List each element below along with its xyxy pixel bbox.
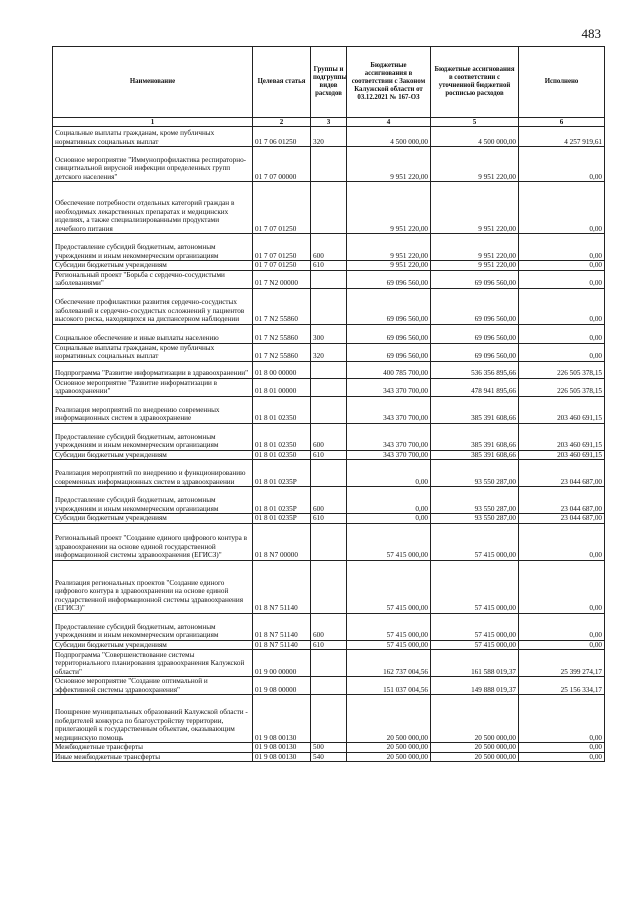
cell-updated-amount: 93 550 287,00 — [431, 514, 519, 523]
table-row — [53, 613, 605, 640]
table-row — [53, 182, 605, 234]
cell-name: Социальное обеспечение и иные выплаты населению — [53, 324, 253, 343]
cell-code: 01 8 00 00000 — [253, 361, 311, 378]
cell-law-amount: 57 415 000,00 — [347, 560, 431, 613]
cell-name: Субсидии бюджетным учреждениям — [53, 514, 253, 523]
cell-law-amount: 20 500 000,00 — [347, 743, 431, 752]
cell-law-amount: 162 737 004,56 — [347, 650, 431, 677]
cell-name: Социальные выплаты гражданам, кроме публичных нормативных социальных выплат — [53, 343, 253, 361]
cell-group: 540 — [311, 752, 347, 761]
cell-updated-amount: 69 096 560,00 — [431, 343, 519, 361]
cell-executed-amount: 226 505 378,15 — [519, 378, 605, 396]
cell-name: Региональный проект "Создание единого цифрового контура в здравоохранении на основе единой государственной информационной системы здравоохранения (ЕГИСЗ)" — [53, 523, 253, 560]
table-row — [53, 361, 605, 378]
cell-law-amount: 343 370 700,00 — [347, 423, 431, 450]
cell-updated-amount: 20 500 000,00 — [431, 695, 519, 743]
cell-updated-amount: 57 415 000,00 — [431, 613, 519, 640]
cell-name: Предоставление субсидий бюджетным, автономным учреждениям и иным некоммерческим организациям — [53, 423, 253, 450]
cell-group — [311, 182, 347, 234]
cell-executed-amount: 0,00 — [519, 695, 605, 743]
column-number: 6 — [519, 118, 605, 127]
cell-group: 600 — [311, 234, 347, 261]
cell-executed-amount: 23 044 687,00 — [519, 514, 605, 523]
cell-executed-amount: 0,00 — [519, 343, 605, 361]
column-number: 5 — [431, 118, 519, 127]
cell-group: 610 — [311, 261, 347, 270]
cell-name: Иные межбюджетные трансферты — [53, 752, 253, 761]
cell-updated-amount: 149 888 019,37 — [431, 677, 519, 695]
cell-executed-amount: 203 460 691,15 — [519, 396, 605, 423]
cell-executed-amount: 0,00 — [519, 752, 605, 761]
cell-code: 01 8 N7 00000 — [253, 523, 311, 560]
cell-code: 01 8 N7 51140 — [253, 560, 311, 613]
page-number: 483 — [581, 26, 601, 41]
cell-law-amount: 20 500 000,00 — [347, 752, 431, 761]
cell-law-amount: 69 096 560,00 — [347, 343, 431, 361]
cell-updated-amount: 69 096 560,00 — [431, 270, 519, 288]
cell-updated-amount: 478 941 895,66 — [431, 378, 519, 396]
column-number: 2 — [253, 118, 311, 127]
cell-group: 300 — [311, 324, 347, 343]
table-row — [53, 288, 605, 324]
cell-updated-amount: 9 951 220,00 — [431, 182, 519, 234]
cell-law-amount: 343 370 700,00 — [347, 450, 431, 459]
cell-updated-amount: 57 415 000,00 — [431, 640, 519, 649]
cell-code: 01 7 07 01250 — [253, 234, 311, 261]
table-row — [53, 378, 605, 396]
cell-code: 01 7 N2 00000 — [253, 270, 311, 288]
cell-executed-amount: 25 399 274,17 — [519, 650, 605, 677]
cell-name: Реализация мероприятий по внедрению и функционированию современных информационных систем в здравоохранении — [53, 460, 253, 487]
header-executed: Исполнено — [519, 47, 605, 118]
cell-code: 01 7 07 00000 — [253, 147, 311, 182]
cell-group — [311, 677, 347, 695]
header-name: Наименование — [53, 47, 253, 118]
cell-law-amount: 20 500 000,00 — [347, 695, 431, 743]
cell-code: 01 8 01 02350 — [253, 396, 311, 423]
cell-code: 01 8 01 0235P — [253, 514, 311, 523]
cell-updated-amount: 69 096 560,00 — [431, 288, 519, 324]
cell-group: 600 — [311, 613, 347, 640]
cell-group — [311, 270, 347, 288]
header-updated: Бюджетные ассигнования в соответствии с уточненной бюджетной росписью расходов — [431, 47, 519, 118]
table-row — [53, 743, 605, 752]
cell-group — [311, 147, 347, 182]
cell-code: 01 7 07 01250 — [253, 182, 311, 234]
table-row — [53, 650, 605, 677]
cell-group — [311, 695, 347, 743]
cell-code: 01 9 00 00000 — [253, 650, 311, 677]
cell-updated-amount: 9 951 220,00 — [431, 261, 519, 270]
cell-name: Основное мероприятие "Развитие информатизации в здравоохранении" — [53, 378, 253, 396]
cell-updated-amount: 69 096 560,00 — [431, 324, 519, 343]
header-code: Целевая статья — [253, 47, 311, 118]
cell-code: 01 8 N7 51140 — [253, 613, 311, 640]
cell-law-amount: 0,00 — [347, 460, 431, 487]
table-row — [53, 147, 605, 182]
cell-law-amount: 9 951 220,00 — [347, 234, 431, 261]
cell-group: 610 — [311, 514, 347, 523]
cell-code: 01 7 07 01250 — [253, 261, 311, 270]
table-row — [53, 261, 605, 270]
cell-executed-amount: 4 257 919,61 — [519, 127, 605, 147]
cell-name: Межбюджетные трансферты — [53, 743, 253, 752]
cell-executed-amount: 23 044 687,00 — [519, 460, 605, 487]
cell-name: Предоставление субсидий бюджетным, автономным учреждениям и иным некоммерческим организациям — [53, 487, 253, 514]
cell-name: Обеспечение потребности отдельных категорий граждан в необходимых лекарственных препаратах и медицинских изделиях, а также специализированными продуктами лечебного питания — [53, 182, 253, 234]
cell-code: 01 7 N2 55860 — [253, 343, 311, 361]
cell-updated-amount: 20 500 000,00 — [431, 743, 519, 752]
table-header-row — [53, 47, 605, 118]
cell-name: Обеспечение профилактики развития сердечно-сосудистых заболеваний и сердечно-сосудистых осложнений у пациентов высокого риска, находящихся на диспансерном наблюдении — [53, 288, 253, 324]
cell-code: 01 8 01 02350 — [253, 423, 311, 450]
cell-code: 01 8 01 00000 — [253, 378, 311, 396]
cell-name: Подпрограмма "Развитие информатизации в здравоохранении" — [53, 361, 253, 378]
cell-law-amount: 9 951 220,00 — [347, 147, 431, 182]
cell-name: Реализация мероприятий по внедрению современных информационных систем в здравоохранение — [53, 396, 253, 423]
cell-group: 600 — [311, 423, 347, 450]
cell-name: Реализация региональных проектов "Создание единого цифрового контура в здравоохранении на основе единой государственной информационной системы здравоохранения (ЕГИСЗ)" — [53, 560, 253, 613]
table-row — [53, 450, 605, 459]
cell-updated-amount: 20 500 000,00 — [431, 752, 519, 761]
cell-name: Региональный проект "Борьба с сердечно-сосудистыми заболеваниями" — [53, 270, 253, 288]
table-row — [53, 695, 605, 743]
cell-code: 01 7 06 01250 — [253, 127, 311, 147]
cell-code: 01 9 08 00130 — [253, 743, 311, 752]
cell-law-amount: 9 951 220,00 — [347, 182, 431, 234]
cell-code: 01 7 N2 55860 — [253, 288, 311, 324]
cell-executed-amount: 203 460 691,15 — [519, 423, 605, 450]
cell-executed-amount: 25 156 334,17 — [519, 677, 605, 695]
cell-updated-amount: 9 951 220,00 — [431, 234, 519, 261]
table-row — [53, 423, 605, 450]
cell-executed-amount: 226 505 378,15 — [519, 361, 605, 378]
column-number: 4 — [347, 118, 431, 127]
table-row — [53, 343, 605, 361]
cell-group: 500 — [311, 743, 347, 752]
table-row — [53, 324, 605, 343]
cell-executed-amount: 0,00 — [519, 234, 605, 261]
cell-group — [311, 378, 347, 396]
cell-group: 320 — [311, 343, 347, 361]
cell-group: 600 — [311, 487, 347, 514]
cell-law-amount: 9 951 220,00 — [347, 261, 431, 270]
cell-updated-amount: 57 415 000,00 — [431, 560, 519, 613]
cell-group — [311, 523, 347, 560]
cell-law-amount: 4 500 000,00 — [347, 127, 431, 147]
cell-updated-amount: 93 550 287,00 — [431, 460, 519, 487]
cell-code: 01 8 01 0235P — [253, 460, 311, 487]
cell-executed-amount: 0,00 — [519, 182, 605, 234]
cell-law-amount: 69 096 560,00 — [347, 288, 431, 324]
cell-law-amount: 57 415 000,00 — [347, 523, 431, 560]
column-number-row — [53, 118, 605, 127]
column-number: 1 — [53, 118, 253, 127]
cell-name: Субсидии бюджетным учреждениям — [53, 450, 253, 459]
cell-updated-amount: 57 415 000,00 — [431, 523, 519, 560]
cell-updated-amount: 4 500 000,00 — [431, 127, 519, 147]
table-row — [53, 677, 605, 695]
cell-updated-amount: 385 391 608,66 — [431, 423, 519, 450]
cell-name: Социальные выплаты гражданам, кроме публичных нормативных социальных выплат — [53, 127, 253, 147]
cell-group: 610 — [311, 450, 347, 459]
table-row — [53, 234, 605, 261]
cell-code: 01 8 N7 51140 — [253, 640, 311, 649]
cell-law-amount: 0,00 — [347, 514, 431, 523]
header-law: Бюджетные ассигнования в соответствии с Законом Калужской области от 03.12.2021 № 167-ОЗ — [347, 47, 431, 118]
cell-code: 01 9 08 00130 — [253, 695, 311, 743]
cell-executed-amount: 0,00 — [519, 523, 605, 560]
cell-name: Субсидии бюджетным учреждениям — [53, 640, 253, 649]
cell-executed-amount: 0,00 — [519, 613, 605, 640]
cell-code: 01 7 N2 55860 — [253, 324, 311, 343]
budget-table — [52, 46, 605, 762]
table-body — [53, 127, 605, 762]
cell-group — [311, 361, 347, 378]
cell-law-amount: 57 415 000,00 — [347, 640, 431, 649]
column-number: 3 — [311, 118, 347, 127]
cell-executed-amount: 0,00 — [519, 560, 605, 613]
cell-executed-amount: 0,00 — [519, 261, 605, 270]
cell-name: Предоставление субсидий бюджетным, автономным учреждениям и иным некоммерческим организациям — [53, 234, 253, 261]
cell-group — [311, 560, 347, 613]
cell-law-amount: 69 096 560,00 — [347, 324, 431, 343]
cell-executed-amount: 0,00 — [519, 640, 605, 649]
table-row — [53, 752, 605, 761]
cell-updated-amount: 385 391 608,66 — [431, 450, 519, 459]
cell-group — [311, 650, 347, 677]
cell-law-amount: 343 370 700,00 — [347, 396, 431, 423]
cell-law-amount: 0,00 — [347, 487, 431, 514]
cell-law-amount: 57 415 000,00 — [347, 613, 431, 640]
cell-code: 01 8 01 02350 — [253, 450, 311, 459]
cell-group: 320 — [311, 127, 347, 147]
cell-code: 01 9 08 00130 — [253, 752, 311, 761]
table-row — [53, 640, 605, 649]
table-row — [53, 487, 605, 514]
cell-name: Основное мероприятие "Иммунопрофилактика респираторно-синцитиальной вирусной инфекции определенных групп детского населения" — [53, 147, 253, 182]
table-row — [53, 127, 605, 147]
cell-group — [311, 396, 347, 423]
table-row — [53, 270, 605, 288]
cell-updated-amount: 93 550 287,00 — [431, 487, 519, 514]
cell-law-amount: 400 785 700,00 — [347, 361, 431, 378]
cell-name: Субсидии бюджетным учреждениям — [53, 261, 253, 270]
cell-group — [311, 288, 347, 324]
table-row — [53, 523, 605, 560]
cell-executed-amount: 0,00 — [519, 147, 605, 182]
cell-updated-amount: 9 951 220,00 — [431, 147, 519, 182]
table-row — [53, 514, 605, 523]
cell-executed-amount: 0,00 — [519, 270, 605, 288]
cell-executed-amount: 0,00 — [519, 324, 605, 343]
cell-group — [311, 460, 347, 487]
cell-executed-amount: 203 460 691,15 — [519, 450, 605, 459]
cell-name: Подпрограмма "Совершенствование системы территориального планирования здравоохранения Калужской области" — [53, 650, 253, 677]
table-row — [53, 396, 605, 423]
cell-executed-amount: 23 044 687,00 — [519, 487, 605, 514]
header-group: Группы и подгруппы видов расходов — [311, 47, 347, 118]
cell-code: 01 9 08 00000 — [253, 677, 311, 695]
cell-name: Основное мероприятие "Создание оптимальной и эффективной системы здравоохранения" — [53, 677, 253, 695]
cell-executed-amount: 0,00 — [519, 288, 605, 324]
cell-law-amount: 151 037 004,56 — [347, 677, 431, 695]
cell-law-amount: 343 370 700,00 — [347, 378, 431, 396]
cell-name: Предоставление субсидий бюджетным, автономным учреждениям и иным некоммерческим организациям — [53, 613, 253, 640]
table-row — [53, 460, 605, 487]
cell-law-amount: 69 096 560,00 — [347, 270, 431, 288]
cell-executed-amount: 0,00 — [519, 743, 605, 752]
cell-group: 610 — [311, 640, 347, 649]
cell-updated-amount: 161 588 019,37 — [431, 650, 519, 677]
table-row — [53, 560, 605, 613]
cell-name: Поощрение муниципальных образований Калужской области - победителей конкурса по благоустройству территории, прилегающей к государственным объектам, оказывающим медицинскую помощь — [53, 695, 253, 743]
cell-updated-amount: 536 356 895,66 — [431, 361, 519, 378]
cell-code: 01 8 01 0235P — [253, 487, 311, 514]
cell-updated-amount: 385 391 608,66 — [431, 396, 519, 423]
